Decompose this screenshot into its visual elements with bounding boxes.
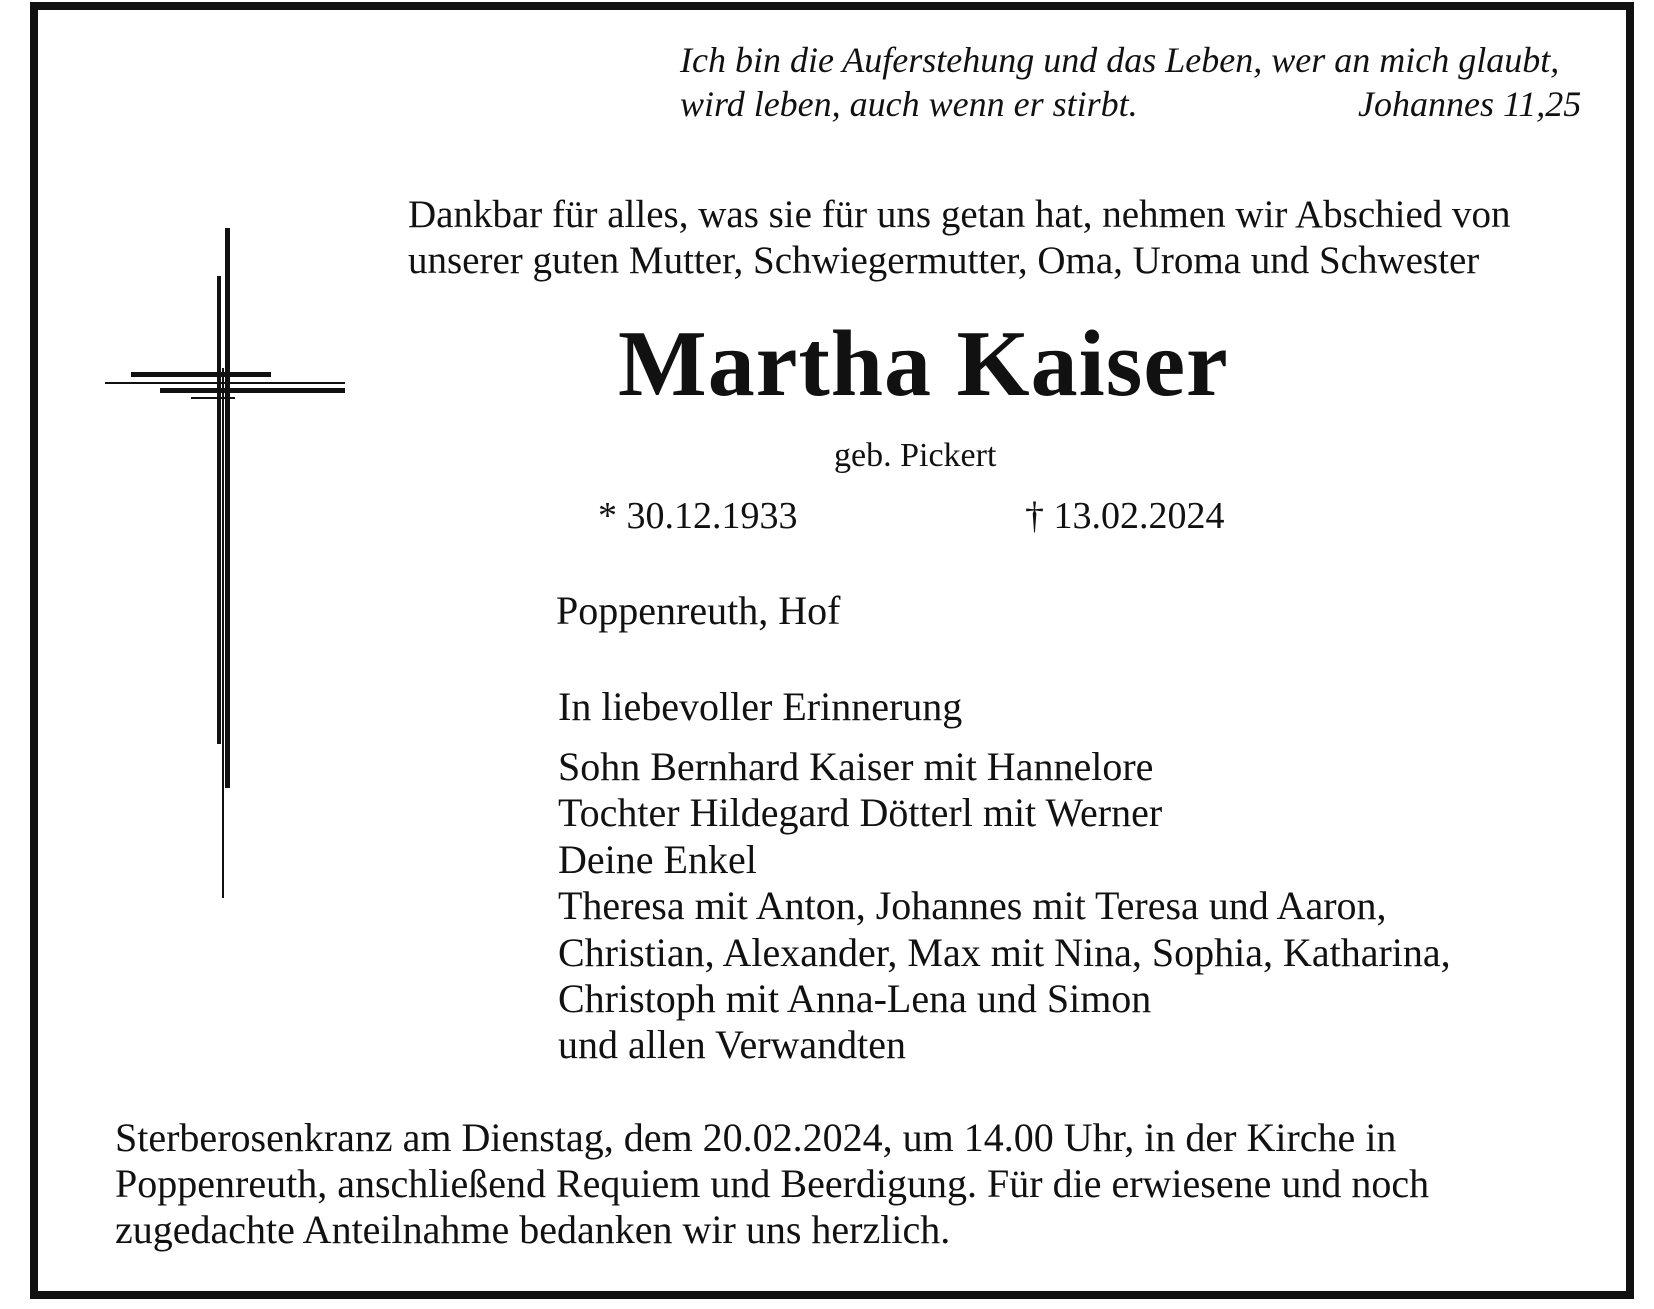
service-info-line: zugedachte Anteilnahme bedanken wir uns herzlich. xyxy=(115,1207,951,1252)
intro-line-2: unserer guten Mutter, Schwiegermutter, Oma, Uroma und Schwester xyxy=(408,239,1480,282)
mourner-line: Christian, Alexander, Max mit Nina, Sophia, Katharina, xyxy=(558,930,1451,975)
bible-quote-reference: Johannes 11,25 xyxy=(1358,84,1582,124)
cross-icon xyxy=(105,228,345,900)
mourner-line: Tochter Hildegard Dötterl mit Werner xyxy=(558,790,1163,835)
mourner-line: und allen Verwandten xyxy=(558,1022,907,1067)
service-info-line: Sterberosenkranz am Dienstag, dem 20.02.2024, um 14.00 Uhr, in der Kirche in xyxy=(115,1115,1397,1160)
mourners-heading: In liebevoller Erinnerung xyxy=(558,684,963,729)
bible-quote-line-2: wird leben, auch wenn er stirbt. xyxy=(680,84,1138,124)
mourner-line: Christoph mit Anna-Lena und Simon xyxy=(558,976,1152,1021)
birth-name: geb. Pickert xyxy=(834,437,997,474)
mourner-line: Deine Enkel xyxy=(558,837,757,882)
birth-date: * 30.12.1933 xyxy=(598,495,798,537)
mourner-line: Theresa mit Anton, Johannes mit Teresa und Aaron, xyxy=(558,883,1387,928)
intro-line-1: Dankbar für alles, was sie für uns getan hat, nehmen wir Abschied von xyxy=(408,193,1511,236)
mourner-line: Sohn Bernhard Kaiser mit Hannelore xyxy=(558,744,1154,789)
bible-quote-line-1: Ich bin die Auferstehung und das Leben, wer an mich glaubt, xyxy=(680,40,1560,80)
location: Poppenreuth, Hof xyxy=(556,588,841,633)
death-date: † 13.02.2024 xyxy=(1025,495,1225,537)
service-info-line: Poppenreuth, anschließend Requiem und Beerdigung. Für die erwiesene und noch xyxy=(115,1161,1430,1206)
deceased-name: Martha Kaiser xyxy=(618,312,1229,416)
